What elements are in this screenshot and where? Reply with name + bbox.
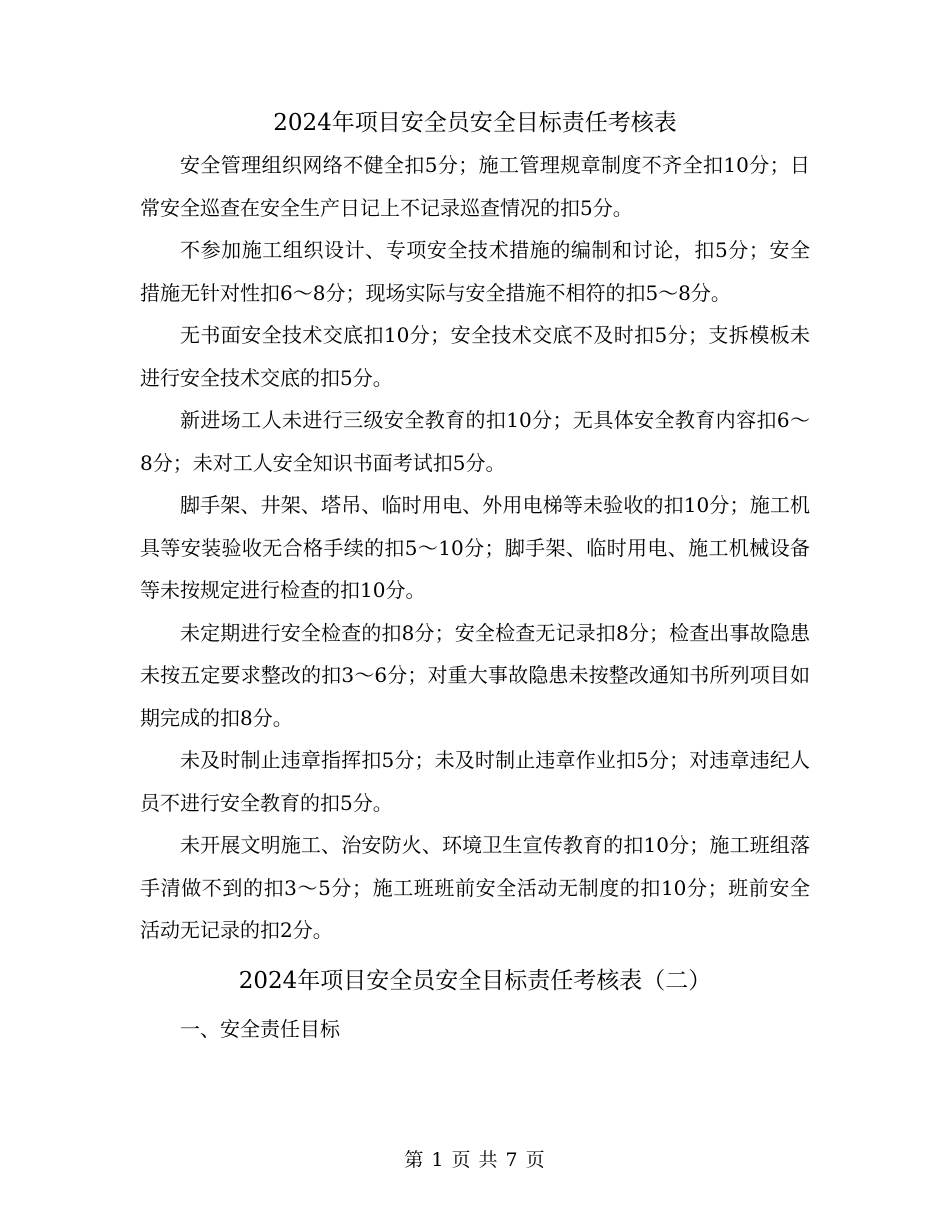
paragraph-6: 未定期进行安全检查的扣8分；安全检查无记录扣8分；检查出事故隐患未按五定要求整改的扣3～6分；对重大事故隐患未按整改通知书所列项目如期完成的扣8分。	[140, 620, 810, 730]
section-heading: 一、安全责任目标	[180, 1016, 340, 1041]
document-title: 2024年项目安全员安全目标责任考核表	[273, 110, 677, 136]
document-subtitle: 2024年项目安全员安全目标责任考核表（二）	[238, 967, 712, 994]
paragraph-8: 未开展文明施工、治安防火、环境卫生宣传教育的扣10分；施工班组落手清做不到的扣3～5分；施工班班前安全活动无制度的扣10分；班前安全活动无记录的扣2分。	[140, 833, 810, 942]
page-number-footer: 第 1 页 共 7 页	[404, 1149, 546, 1171]
document-body	[140, 102, 810, 1050]
paragraph-4: 新进场工人未进行三级安全教育的扣10分；无具体安全教育内容扣6～8分；未对工人安全知识书面考试扣5分。	[140, 408, 810, 475]
paragraph-5: 脚手架、井架、塔吊、临时用电、外用电梯等未验收的扣10分；施工机具等安装验收无合格手续的扣5～10分；脚手架、临时用电、施工机械设备等未按规定进行检查的扣10分。	[140, 493, 810, 602]
paragraph-7: 未及时制止违章指挥扣5分；未及时制止违章作业扣5分；对违章违纪人员不进行安全教育的扣5分。	[140, 748, 810, 815]
paragraph-3: 无书面安全技术交底扣10分；安全技术交底不及时扣5分；支拆模板未进行安全技术交底的扣5分。	[140, 323, 810, 390]
paragraph-1: 安全管理组织网络不健全扣5分；施工管理规章制度不齐全扣10分；日常安全巡查在安全生产日记上不记录巡查情况的扣5分。	[140, 153, 810, 220]
paragraph-2: 不参加施工组织设计、专项安全技术措施的编制和讨论，扣5分；安全措施无针对性扣6～8分；现场实际与安全措施不相符的扣5～8分。	[140, 238, 810, 305]
